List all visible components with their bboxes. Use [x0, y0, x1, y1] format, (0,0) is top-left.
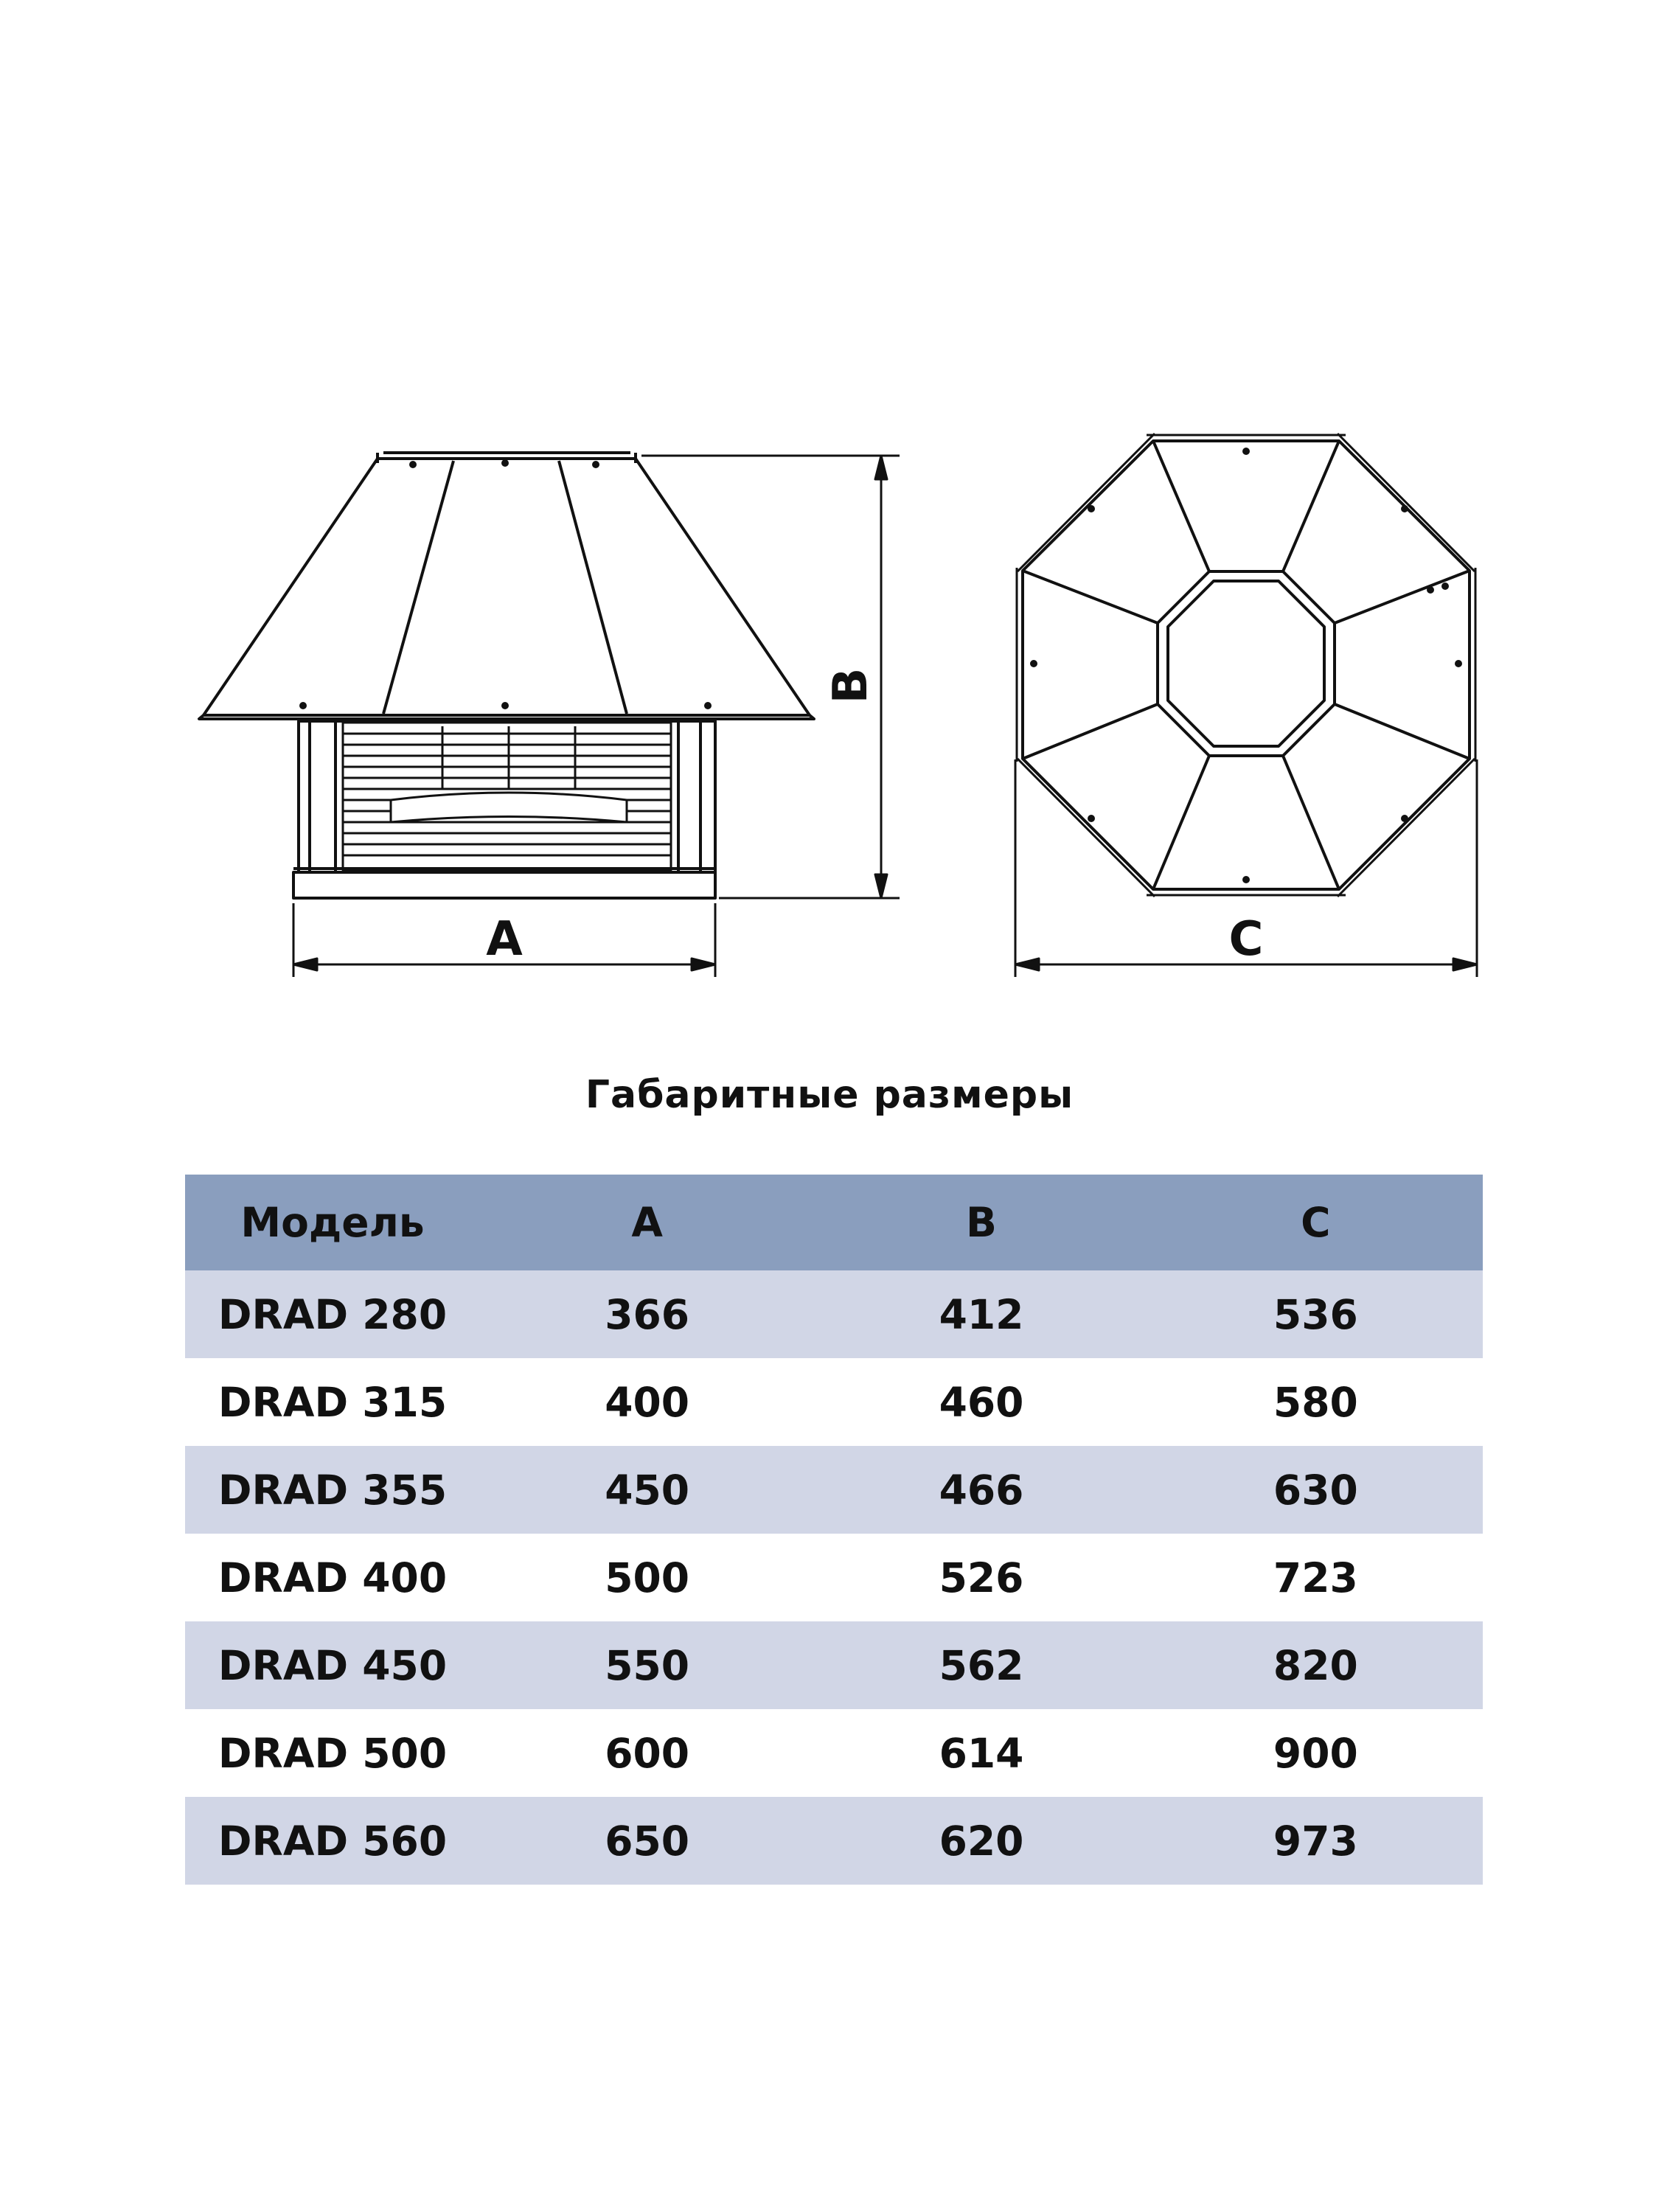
column-header-b: B [814, 1175, 1148, 1270]
column-header-model: Модель [185, 1175, 480, 1270]
c-cell: 900 [1273, 1729, 1358, 1777]
column-header-c: C [1149, 1175, 1483, 1270]
table-row [185, 1797, 1483, 1885]
b-cell: 412 [814, 1270, 1148, 1358]
a-cell: 366 [480, 1270, 814, 1358]
table-row [185, 1270, 1483, 1358]
dim-label-c: C [1228, 912, 1264, 967]
b-cell: 620 [814, 1797, 1148, 1885]
table-row [185, 1446, 1483, 1534]
c-cell: 630 [1149, 1446, 1483, 1534]
base-plate [293, 872, 715, 898]
c-cell: 820 [1149, 1621, 1483, 1709]
a-cell: 650 [480, 1797, 814, 1885]
a-cell: 450 [480, 1446, 814, 1534]
table-row [185, 1534, 1483, 1621]
technical-drawings [0, 0, 1659, 1032]
b-cell: 466 [814, 1446, 1148, 1534]
c-cell: 536 [1149, 1270, 1483, 1358]
column-header-a: A [480, 1175, 814, 1270]
roof-cap [204, 459, 810, 715]
model-cell: DRAD 280 [185, 1270, 480, 1358]
model-cell: DRAD 560 [185, 1797, 480, 1885]
dim-label-a: A [486, 912, 523, 967]
table-row [185, 1709, 1483, 1797]
dim-label-b: B [824, 667, 878, 704]
c-cell: 723 [1273, 1554, 1358, 1601]
a-cell: 600 [605, 1729, 690, 1777]
model-cell: DRAD 500 [218, 1729, 448, 1777]
b-cell: 562 [814, 1621, 1148, 1709]
side-view-drawing [0, 0, 878, 1032]
b-cell: 460 [939, 1378, 1024, 1426]
a-cell: 500 [605, 1554, 690, 1601]
c-cell: 580 [1273, 1378, 1358, 1426]
dimensions-table [185, 1175, 1483, 1885]
a-cell: 550 [480, 1621, 814, 1709]
model-cell: DRAD 400 [218, 1554, 448, 1601]
model-cell: DRAD 450 [185, 1621, 480, 1709]
c-cell: 973 [1149, 1797, 1483, 1885]
top-view-drawing [995, 0, 1659, 1032]
b-cell: 526 [939, 1554, 1024, 1601]
model-cell: DRAD 315 [218, 1378, 448, 1426]
table-row [185, 1621, 1483, 1709]
table-row [185, 1358, 1483, 1446]
b-cell: 614 [939, 1729, 1024, 1777]
table-header-row [185, 1175, 1483, 1270]
table-caption: Габаритные размеры [585, 1073, 1074, 1117]
a-cell: 400 [605, 1378, 690, 1426]
model-cell: DRAD 355 [185, 1446, 480, 1534]
